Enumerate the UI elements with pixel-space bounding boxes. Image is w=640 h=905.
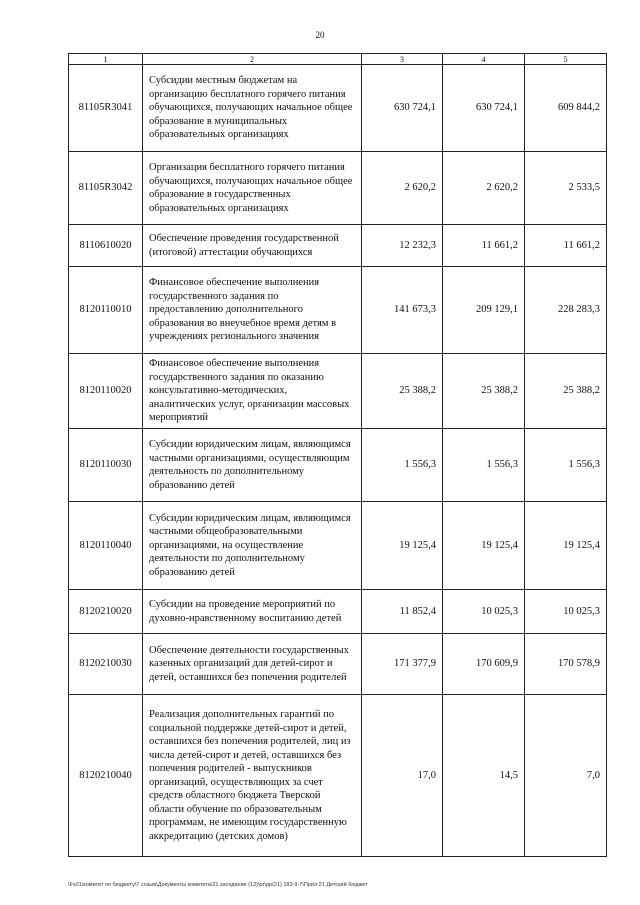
value-cell: 11 661,2 (443, 225, 525, 267)
code-cell: 81105R3041 (69, 65, 143, 152)
table-row (69, 354, 607, 429)
code-cell: 8120210020 (69, 590, 143, 634)
code-cell: 8120110010 (69, 267, 143, 354)
value-cell: 1 556,3 (443, 429, 525, 502)
table-row (69, 634, 607, 695)
name-cell: Финансовое обеспечение выполнения государственного задания по оказанию консультативно-методических, аналитических услуг, организации массовых мероприятий (143, 354, 362, 429)
table-row (69, 152, 607, 225)
table-row (69, 267, 607, 354)
value-cell: 228 283,3 (525, 267, 607, 354)
value-cell: 171 377,9 (362, 634, 443, 695)
value-cell: 14,5 (443, 695, 525, 857)
name-cell: Субсидии юридическим лицам, являющимся частными общеобразовательными организациями, на осуществление деятельности по дополнительному образованию детей (143, 502, 362, 590)
value-cell: 25 388,2 (525, 354, 607, 429)
name-cell: Субсидии на проведение мероприятий по духовно-нравственному воспитанию детей (143, 590, 362, 634)
value-cell: 10 025,3 (525, 590, 607, 634)
code-cell: 8120210030 (69, 634, 143, 695)
name-cell: Субсидии юридическим лицам, являющимся частными организациями, осуществляющим деятельность по дополнительному образованию детей (143, 429, 362, 502)
value-cell: 141 673,3 (362, 267, 443, 354)
value-cell: 19 125,4 (362, 502, 443, 590)
name-cell: Обеспечение проведения государственной (итоговой) аттестации обучающихся (143, 225, 362, 267)
value-cell: 609 844,2 (525, 65, 607, 152)
value-cell: 209 129,1 (443, 267, 525, 354)
code-cell: 8120110030 (69, 429, 143, 502)
value-cell: 1 556,3 (362, 429, 443, 502)
code-cell: 8120110020 (69, 354, 143, 429)
table-row (69, 502, 607, 590)
name-cell: Организация бесплатного горячего питания обучающихся, получающих начальное общее образование в государственных образовательных организациях (143, 152, 362, 225)
value-cell: 25 388,2 (443, 354, 525, 429)
value-cell: 11 661,2 (525, 225, 607, 267)
column-header: 2 (143, 54, 362, 65)
value-cell: 12 232,3 (362, 225, 443, 267)
value-cell: 19 125,4 (443, 502, 525, 590)
value-cell: 2 533,5 (525, 152, 607, 225)
code-cell: 81105R3042 (69, 152, 143, 225)
table-row (69, 695, 607, 857)
value-cell: 630 724,1 (443, 65, 525, 152)
table-row (69, 590, 607, 634)
budget-table (68, 53, 607, 857)
value-cell: 170 578,9 (525, 634, 607, 695)
code-cell: 8120110040 (69, 502, 143, 590)
table-row (69, 429, 607, 502)
name-cell: Субсидии местным бюджетам на организацию бесплатного горячего питания обучающихся, получающих начальное общее образование в муниципальных образовательных организациях (143, 65, 362, 152)
code-cell: 8120210040 (69, 695, 143, 857)
value-cell: 2 620,2 (443, 152, 525, 225)
value-cell: 630 724,1 (362, 65, 443, 152)
value-cell: 7,0 (525, 695, 607, 857)
file-path-footer: \Fs01\комитет по бюджету\7 созыв\Документы комитета\21 заседание (12)\pr\рр(21) 183-II-7\Прил 21 Детский бюджет (68, 882, 368, 888)
value-cell: 1 556,3 (525, 429, 607, 502)
table-header-row (69, 54, 607, 65)
value-cell: 2 620,2 (362, 152, 443, 225)
value-cell: 10 025,3 (443, 590, 525, 634)
name-cell: Реализация дополнительных гарантий по социальной поддержке детей-сирот и детей, оставшихся без попечения родителей, лиц из числа детей-сирот и детей, оставшихся без попечения родителей - выпускников организаций, осуществляющих за счет средств областного бюджета Тверской области обучение по образовательным программам, не имеющим государственную аккредитацию (детских домов) (143, 695, 362, 857)
value-cell: 19 125,4 (525, 502, 607, 590)
value-cell: 17,0 (362, 695, 443, 857)
value-cell: 170 609,9 (443, 634, 525, 695)
table-row (69, 225, 607, 267)
column-header: 1 (69, 54, 143, 65)
name-cell: Финансовое обеспечение выполнения государственного задания по предоставлению дополнительного образования во внеучебное время детям в учреждениях регионального значения (143, 267, 362, 354)
table-row (69, 65, 607, 152)
value-cell: 11 852,4 (362, 590, 443, 634)
code-cell: 8110610020 (69, 225, 143, 267)
column-header: 3 (362, 54, 443, 65)
name-cell: Обеспечение деятельности государственных казенных организаций для детей-сирот и детей, оставшихся без попечения родителей (143, 634, 362, 695)
column-header: 4 (443, 54, 525, 65)
value-cell: 25 388,2 (362, 354, 443, 429)
page-number: 20 (315, 30, 325, 40)
column-header: 5 (525, 54, 607, 65)
